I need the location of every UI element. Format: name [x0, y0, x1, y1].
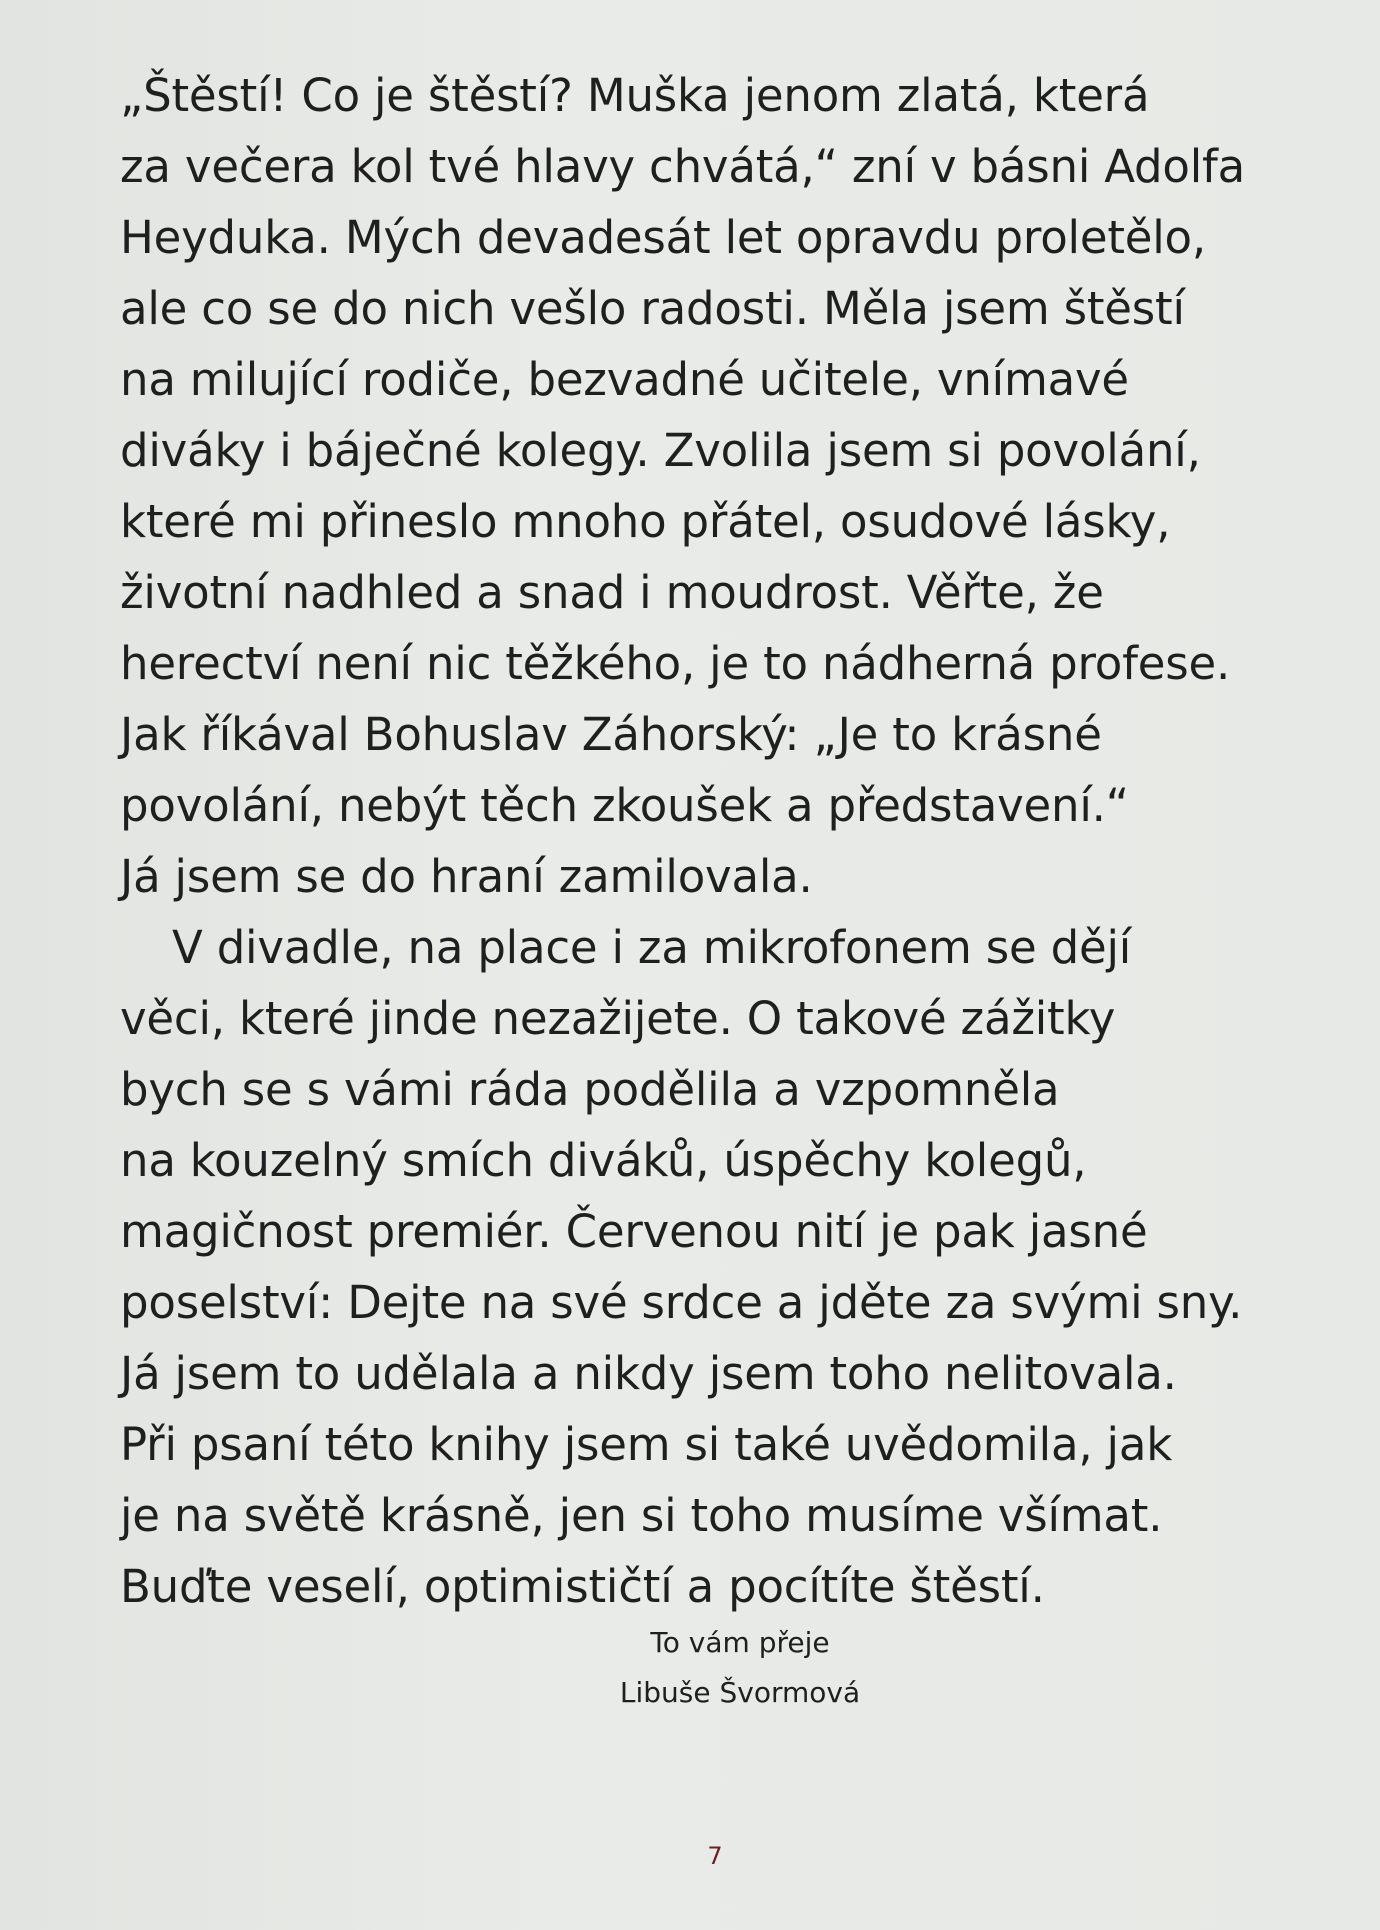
text-line: poselství: Dejte na své srdce a jděte za svými sny.: [120, 1276, 1243, 1329]
text-line: herectví není nic těžkého, je to nádherná profese.: [120, 637, 1231, 690]
text-line: povolání, nebýt těch zkoušek a představení.“: [120, 779, 1129, 832]
signature-author: Libuše Švormová: [619, 1676, 861, 1709]
text-line: je na světě krásně, jen si toho musíme všímat.: [120, 1489, 1163, 1542]
signature-block: [0, 1618, 1380, 1718]
text-line: magičnost premiér. Červenou nití je pak jasné: [120, 1205, 1148, 1258]
text-line: Já jsem se do hraní zamilovala.: [120, 850, 813, 903]
text-line: ale co se do nich vešlo radosti. Měla jsem štěstí: [120, 282, 1185, 335]
text-line: za večera kol tvé hlavy chvátá,“ zní v básni Adolfa: [120, 140, 1246, 193]
text-line: životní nadhled a snad i moudrost. Věřte, že: [120, 566, 1104, 619]
text-line: Při psaní této knihy jsem si také uvědomila, jak: [120, 1418, 1173, 1471]
text-line: věci, které jinde nezažijete. O takové zážitky: [120, 992, 1116, 1045]
signature-greeting: To vám přeje: [650, 1626, 830, 1659]
text-line: které mi přineslo mnoho přátel, osudové lásky,: [120, 495, 1171, 548]
text-line: Buďte veselí, optimističtí a pocítíte štěstí.: [120, 1560, 1045, 1613]
text-line: „Štěstí! Co je štěstí? Muška jenom zlatá, která: [120, 69, 1150, 122]
text-line: Jak říkával Bohuslav Záhorský: „Je to krásné: [120, 708, 1102, 761]
page-number: 7: [707, 1842, 723, 1870]
text-line: Já jsem to udělala a nikdy jsem toho nelitovala.: [120, 1347, 1177, 1400]
text-line: diváky i báječné kolegy. Zvolila jsem si povolání,: [120, 424, 1201, 477]
body-text: [120, 60, 1370, 1622]
text-line: na kouzelný smích diváků, úspěchy kolegů,: [120, 1134, 1087, 1187]
text-line: Heyduka. Mých devadesát let opravdu proletělo,: [120, 211, 1206, 264]
text-line: bych se s vámi ráda podělila a vzpomněla: [120, 1063, 1060, 1116]
paragraph-start-line: V divadle, na place i za mikrofonem se dějí: [172, 921, 1132, 974]
text-line: na milující rodiče, bezvadné učitele, vnímavé: [120, 353, 1129, 406]
